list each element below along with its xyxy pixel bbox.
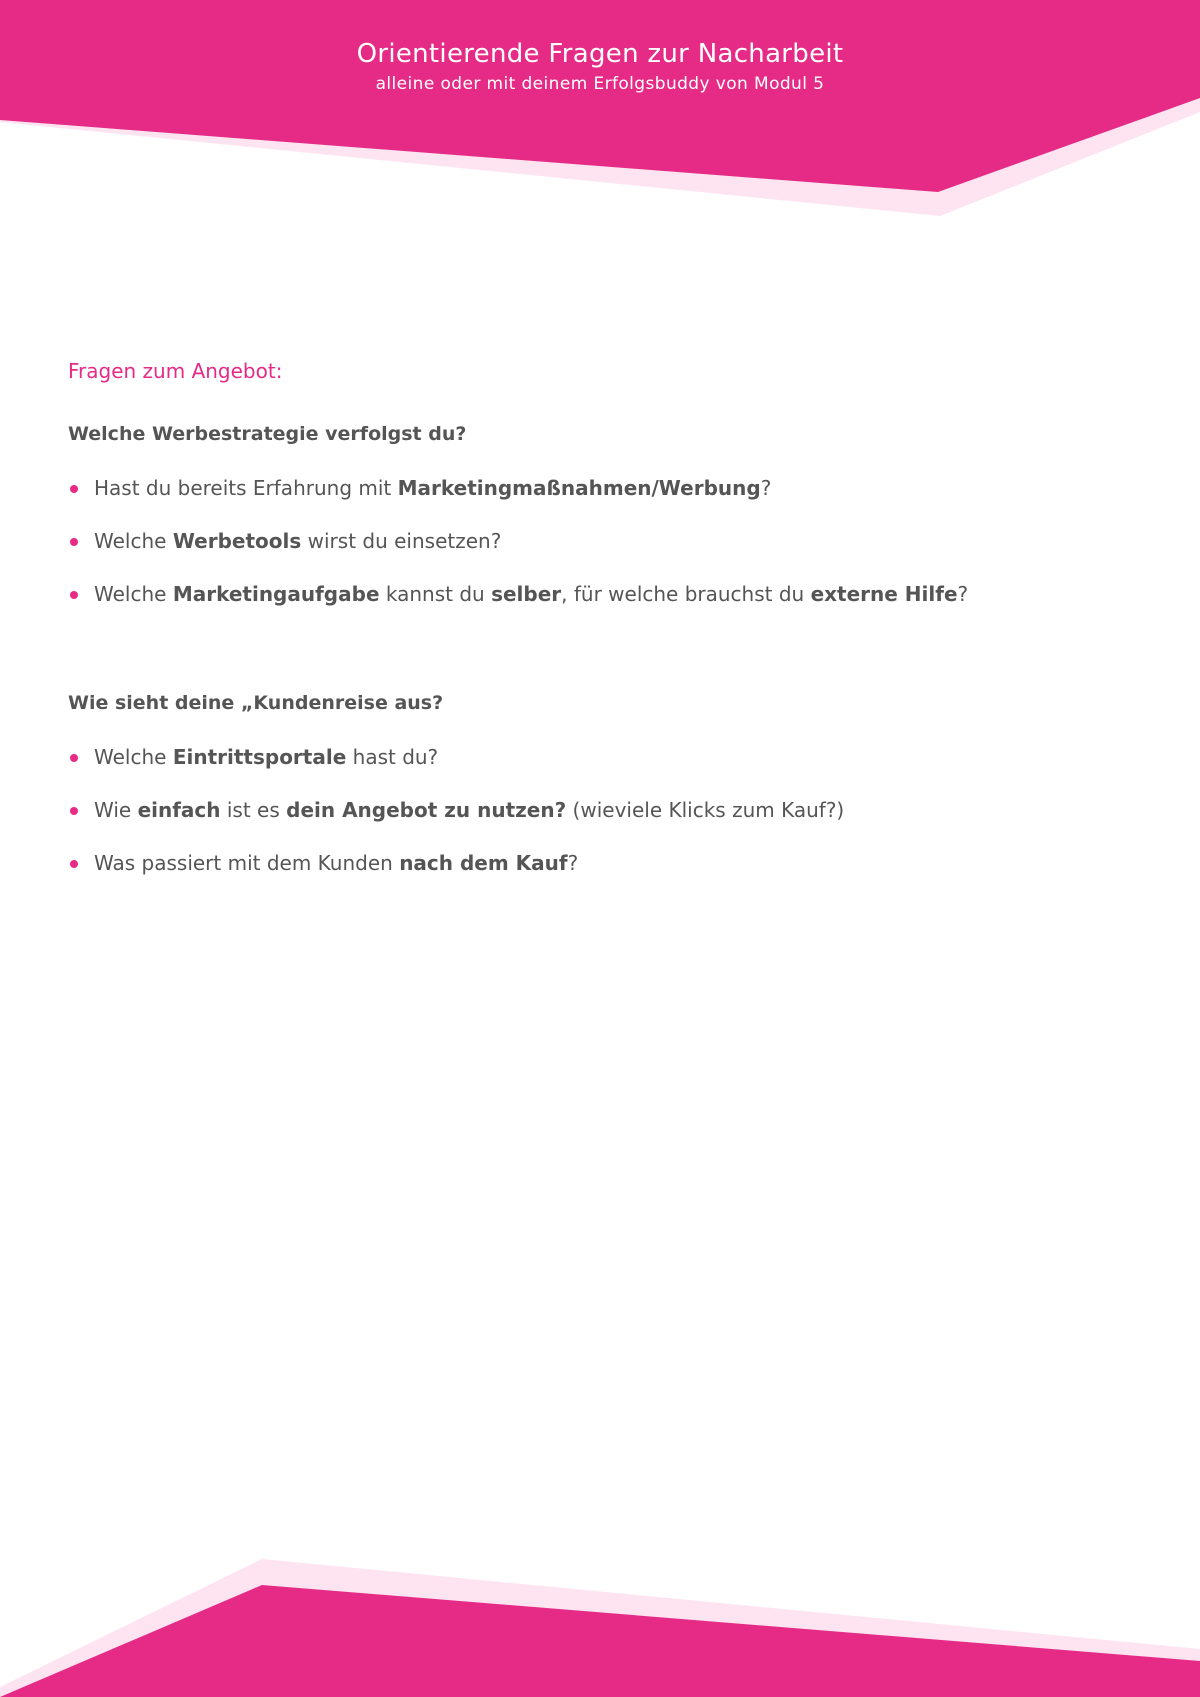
question-heading: Wie sieht deine „Kundenreise aus? bbox=[68, 692, 444, 714]
bullet-icon bbox=[70, 860, 78, 868]
bullet-icon bbox=[70, 591, 78, 599]
bullet-icon bbox=[70, 485, 78, 493]
question-list bbox=[68, 743, 1128, 877]
list-item: Was passiert mit dem Kunden nach dem Kauf? bbox=[68, 849, 1128, 877]
bullet-icon bbox=[70, 754, 78, 762]
list-item: Welche Marketingaufgabe kannst du selber, für welche brauchst du externe Hilfe? bbox=[68, 580, 1128, 608]
question-heading: Welche Werbestrategie verfolgst du? bbox=[68, 423, 467, 445]
list-item: Welche Eintrittsportale hast du? bbox=[68, 743, 1128, 771]
document-content bbox=[68, 356, 1128, 902]
bullet-icon bbox=[70, 807, 78, 815]
list-item: Hast du bereits Erfahrung mit Marketingmaßnahmen/Werbung? bbox=[68, 474, 1128, 502]
page-title: Orientierende Fragen zur Nacharbeit bbox=[356, 39, 844, 69]
section-heading: Fragen zum Angebot: bbox=[68, 359, 283, 383]
header-banner-shape bbox=[0, 0, 1200, 230]
question-list bbox=[68, 474, 1128, 608]
footer-banner-shape bbox=[0, 1537, 1200, 1697]
list-item: Wie einfach ist es dein Angebot zu nutzen? (wieviele Klicks zum Kauf?) bbox=[68, 796, 1128, 824]
list-item: Welche Werbetools wirst du einsetzen? bbox=[68, 527, 1128, 555]
page-subtitle: alleine oder mit deinem Erfolgsbuddy von Modul 5 bbox=[375, 74, 825, 94]
page-header bbox=[0, 36, 1200, 96]
bullet-icon bbox=[70, 538, 78, 546]
